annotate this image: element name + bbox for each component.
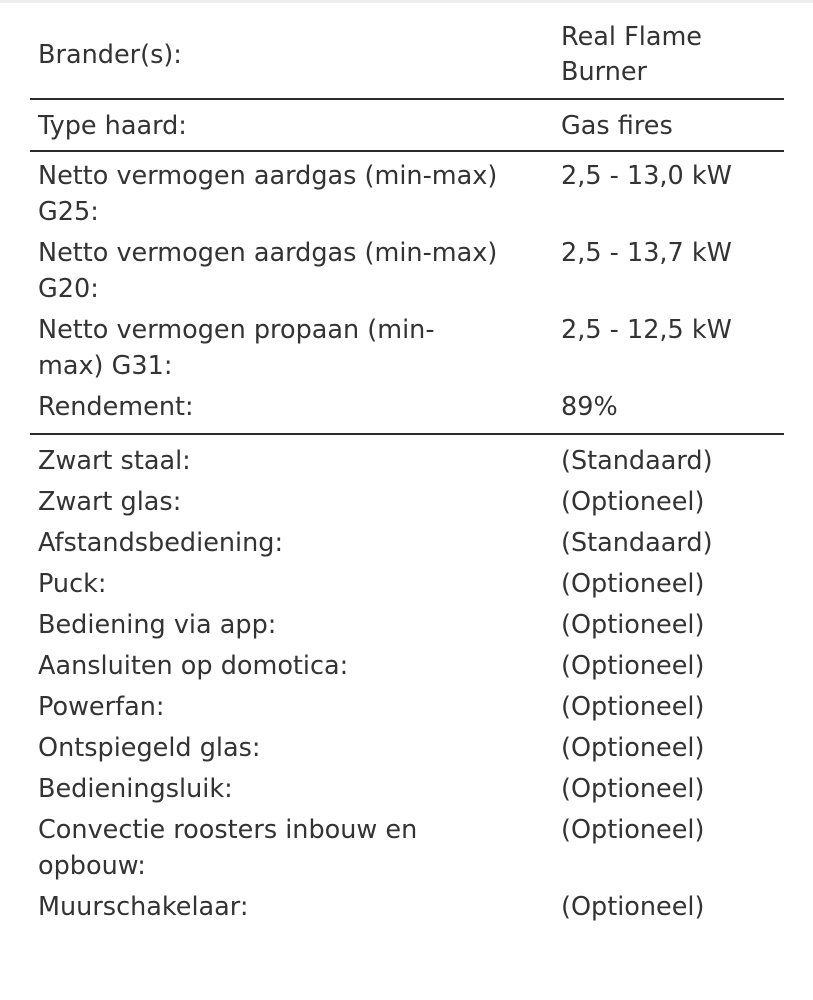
spec-label: Bediening via app: <box>38 610 277 640</box>
spec-label: Bedieningsluik: <box>38 774 233 804</box>
spec-value: (Optioneel) <box>561 892 705 922</box>
top-border <box>0 0 813 3</box>
spec-label: Muurschakelaar: <box>38 892 249 922</box>
spec-value: (Optioneel) <box>561 487 705 517</box>
spec-value: (Optioneel) <box>561 774 705 804</box>
spec-value: 2,5 - 13,0 kW <box>561 161 732 191</box>
spec-label: Ontspiegeld glas: <box>38 733 261 763</box>
spec-value: 89% <box>561 392 618 422</box>
spec-row-muurschakelaar <box>30 887 784 928</box>
spec-value <box>500 20 784 90</box>
spec-value: Gas fires <box>561 111 673 141</box>
spec-label: Brander(s): <box>38 40 182 70</box>
spec-value-line1: Real Flame <box>561 22 702 52</box>
spec-label: Afstandsbediening: <box>38 528 284 558</box>
spec-label: Puck: <box>38 569 107 599</box>
spec-row-domotica <box>30 646 784 687</box>
spec-group-options <box>30 435 784 930</box>
spec-label: Zwart staal: <box>38 446 191 476</box>
spec-row-puck <box>30 564 784 605</box>
spec-row-type-haard <box>30 104 784 148</box>
spec-row-powerfan <box>30 687 784 728</box>
spec-group-burner <box>30 12 784 100</box>
spec-row-brander <box>30 16 784 96</box>
spec-label: Type haard: <box>38 111 187 141</box>
spec-label: Netto vermogen aardgas (min-max) G20: <box>38 238 498 304</box>
spec-label: Rendement: <box>38 392 194 422</box>
spec-value: (Optioneel) <box>561 569 705 599</box>
spec-label: Powerfan: <box>38 692 165 722</box>
spec-value: (Optioneel) <box>561 733 705 763</box>
spec-value: 2,5 - 13,7 kW <box>561 238 732 268</box>
spec-label: Zwart glas: <box>38 487 182 517</box>
spec-table <box>30 12 784 930</box>
spec-row-bedieningsluik <box>30 769 784 810</box>
spec-row-zwart-glas <box>30 482 784 523</box>
spec-value-line2: Burner <box>561 57 648 87</box>
spec-value: (Optioneel) <box>561 651 705 681</box>
spec-label: Aansluiten op domotica: <box>38 651 349 681</box>
spec-row-convectie-roosters <box>30 810 784 887</box>
spec-row-bediening-app <box>30 605 784 646</box>
spec-value: 2,5 - 12,5 kW <box>561 315 732 345</box>
spec-label: Netto vermogen propaan (min-max) G31: <box>38 315 435 381</box>
spec-row-vermogen-g31 <box>30 310 784 387</box>
spec-row-rendement <box>30 387 784 431</box>
spec-value: (Standaard) <box>561 446 713 476</box>
spec-value: (Optioneel) <box>561 692 705 722</box>
spec-row-ontspiegeld-glas <box>30 728 784 769</box>
spec-group-power <box>30 152 784 435</box>
spec-value: (Optioneel) <box>561 815 705 845</box>
spec-value: (Standaard) <box>561 528 713 558</box>
spec-row-vermogen-g25 <box>30 156 784 233</box>
spec-row-vermogen-g20 <box>30 233 784 310</box>
spec-row-zwart-staal <box>30 441 784 482</box>
spec-row-afstandsbediening <box>30 523 784 564</box>
spec-label: Netto vermogen aardgas (min-max) G25: <box>38 161 498 227</box>
spec-value: (Optioneel) <box>561 610 705 640</box>
spec-label: Convectie roosters inbouw en opbouw: <box>38 815 418 881</box>
spec-group-type <box>30 100 784 152</box>
